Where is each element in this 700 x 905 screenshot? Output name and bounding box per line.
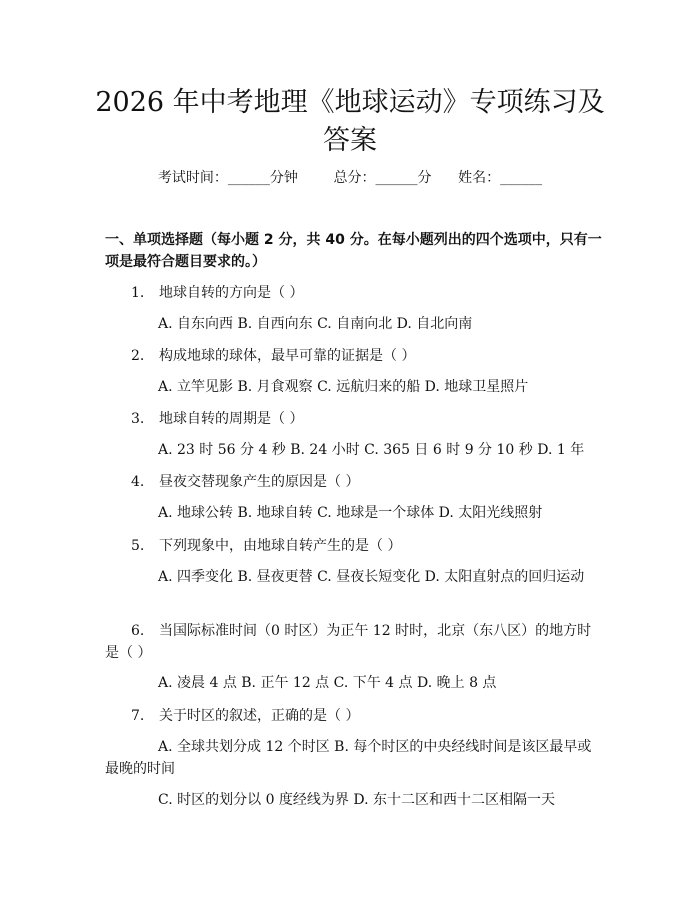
total-score: 总分：______分 xyxy=(333,170,432,186)
exam-meta xyxy=(0,168,700,188)
question-1-options: A. 自东向西 B. 自西向东 C. 自南向北 D. 自北向南 xyxy=(158,316,473,332)
student-name: 姓名：______ xyxy=(458,170,543,186)
question-2-options: A. 立竿见影 B. 月食观察 C. 远航归来的船 D. 地球卫星照片 xyxy=(158,379,529,395)
question-6: 6. 当国际标准时间（0 时区）为正午 12 时时，北京（东八区）的地方时是（ ） xyxy=(105,623,592,661)
question-1: 1. 地球自转的方向是（ ） xyxy=(131,285,304,301)
question-7: 7. 关于时区的叙述，正确的是（ ） xyxy=(131,708,360,724)
question-5: 5. 下列现象中，由地球自转产生的是（ ） xyxy=(131,538,402,554)
question-5-options: A. 四季变化 B. 昼夜更替 C. 昼夜长短变化 D. 太阳直射点的回归运动 xyxy=(158,569,585,585)
exam-time: 考试时间：______分钟 xyxy=(157,170,298,186)
question-7-options-ab: A. 全球共划分成 12 个时区 B. 每个时区的中央经线时间是该区最早或最晚的时间 xyxy=(105,739,592,777)
question-2: 2. 构成地球的球体，最早可靠的证据是（ ） xyxy=(131,348,416,364)
question-3: 3. 地球自转的周期是（ ） xyxy=(131,411,304,427)
section-heading: 一、单项选择题（每小题 2 分，共 40 分。在每小题列出的四个选项中，只有一项是最符合题目要求的。） xyxy=(105,232,602,270)
question-4: 4. 昼夜交替现象产生的原因是（ ） xyxy=(131,474,360,490)
page-title: 2026 年中考地理《地球运动》专项练习及答案 xyxy=(95,87,605,156)
question-3-options: A. 23 时 56 分 4 秒 B. 24 小时 C. 365 日 6 时 9 分 10 秒 D. 1 年 xyxy=(158,442,585,458)
question-7-options-cd: C. 时区的划分以 0 度经线为界 D. 东十二区和西十二区相隔一天 xyxy=(158,792,555,808)
question-6-options: A. 凌晨 4 点 B. 正午 12 点 C. 下午 4 点 D. 晚上 8 点 xyxy=(158,675,497,691)
question-4-options: A. 地球公转 B. 地球自转 C. 地球是一个球体 D. 太阳光线照射 xyxy=(158,505,543,521)
